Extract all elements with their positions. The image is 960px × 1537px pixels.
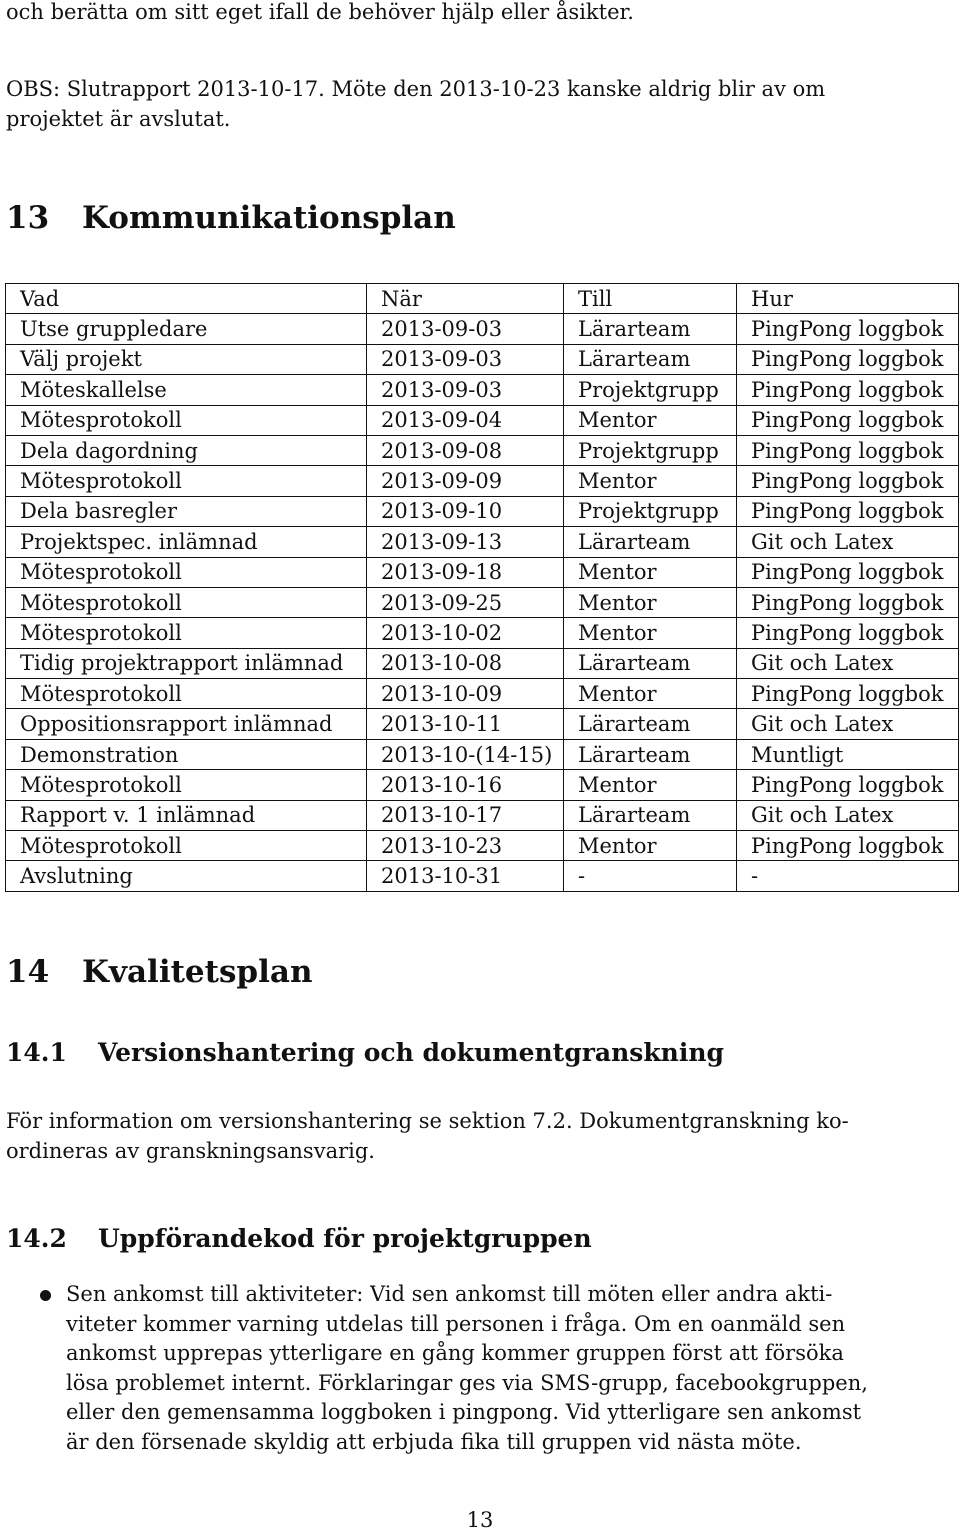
cell-hur: Git och Latex — [737, 709, 959, 739]
table-header-row — [6, 284, 959, 314]
table-row — [6, 709, 959, 739]
bullet-text-line: är den försenade skyldig att erbjuda fika till gruppen vid nästa möte. — [66, 1429, 802, 1454]
cell-till: Projektgrupp — [564, 375, 737, 405]
table-row — [6, 496, 959, 526]
code-of-conduct-bullet — [66, 1280, 896, 1458]
table-row — [6, 314, 959, 344]
section-14-2-number: 14.2 — [6, 1224, 67, 1253]
cell-vad: Dela dagordning — [6, 435, 367, 465]
table-row — [6, 435, 959, 465]
cell-hur: PingPong loggbok — [737, 618, 959, 648]
bullet-text-line: eller den gemensamma loggboken i pingpong. Vid ytterligare sen ankomst — [66, 1400, 862, 1425]
cell-vad: Mötesprotokoll — [6, 770, 367, 800]
cell-nar: 2013-10-02 — [367, 618, 564, 648]
cell-hur: Muntligt — [737, 739, 959, 769]
cell-vad: Mötesprotokoll — [6, 405, 367, 435]
table-row — [6, 527, 959, 557]
section-14-heading — [6, 952, 313, 992]
header-cell-nar: När — [367, 284, 564, 314]
table-row — [6, 466, 959, 496]
cell-till: - — [564, 861, 737, 891]
cell-vad: Tidig projektrapport inlämnad — [6, 648, 367, 678]
table-row — [6, 405, 959, 435]
cell-hur: PingPong loggbok — [737, 466, 959, 496]
bullet-text-line: Sen ankomst till aktiviteter: Vid sen ankomst till möten eller andra akti- — [66, 1282, 833, 1306]
cell-nar: 2013-10-31 — [367, 861, 564, 891]
bullet-text-line: ankomst upprepas ytterligare en gång kommer gruppen först att försöka — [66, 1341, 844, 1366]
cell-till: Lärarteam — [564, 709, 737, 739]
table-row — [6, 344, 959, 374]
section-13-number: 13 — [6, 200, 50, 236]
cell-vad: Avslutning — [6, 861, 367, 891]
cell-till: Mentor — [564, 618, 737, 648]
section-14-1-heading — [6, 1036, 724, 1070]
cell-till: Mentor — [564, 405, 737, 435]
cell-till: Lärarteam — [564, 314, 737, 344]
cell-vad: Demonstration — [6, 739, 367, 769]
cell-hur: PingPong loggbok — [737, 679, 959, 709]
table-row — [6, 739, 959, 769]
cell-nar: 2013-10-17 — [367, 800, 564, 830]
cell-nar: 2013-10-16 — [367, 770, 564, 800]
cell-nar: 2013-09-13 — [367, 527, 564, 557]
cell-nar: 2013-09-09 — [367, 466, 564, 496]
section-14-1-text-line-1: För information om versionshantering se sektion 7.2. Dokumentgranskning ko- — [6, 1109, 849, 1133]
cell-vad: Dela basregler — [6, 496, 367, 526]
cell-hur: PingPong loggbok — [737, 587, 959, 617]
table-row — [6, 618, 959, 648]
cell-vad: Välj projekt — [6, 344, 367, 374]
cell-nar: 2013-09-04 — [367, 405, 564, 435]
cell-till: Mentor — [564, 587, 737, 617]
table-row — [6, 557, 959, 587]
cell-hur: PingPong loggbok — [737, 557, 959, 587]
cell-vad: Utse gruppledare — [6, 314, 367, 344]
obs-paragraph-line-2: projektet är avslutat. — [6, 107, 231, 131]
table-row — [6, 861, 959, 891]
cell-vad: Mötesprotokoll — [6, 618, 367, 648]
header-cell-vad: Vad — [6, 284, 367, 314]
cell-hur: PingPong loggbok — [737, 344, 959, 374]
bullet-dot-icon — [40, 1290, 51, 1301]
cell-vad: Mötesprotokoll — [6, 587, 367, 617]
cell-till: Projektgrupp — [564, 496, 737, 526]
cell-hur: Git och Latex — [737, 648, 959, 678]
bullet-text-line: viteter kommer varning utdelas till personen i fråga. Om en oanmäld sen — [66, 1311, 846, 1336]
top-paragraph-line: och berätta om sitt eget ifall de behöver hjälp eller åsikter. — [6, 0, 634, 24]
cell-vad: Mötesprotokoll — [6, 466, 367, 496]
cell-vad: Oppositionsrapport inlämnad — [6, 709, 367, 739]
cell-hur: PingPong loggbok — [737, 831, 959, 861]
cell-hur: Git och Latex — [737, 800, 959, 830]
cell-vad: Mötesprotokoll — [6, 557, 367, 587]
cell-nar: 2013-10-09 — [367, 679, 564, 709]
obs-paragraph-line-1: OBS: Slutrapport 2013-10-17. Möte den 2013-10-23 kanske aldrig blir av om — [6, 77, 826, 101]
cell-vad: Rapport v. 1 inlämnad — [6, 800, 367, 830]
cell-nar: 2013-10-11 — [367, 709, 564, 739]
cell-nar: 2013-09-10 — [367, 496, 564, 526]
bullet-text-line: lösa problemet internt. Förklaringar ges via SMS-grupp, facebookgruppen, — [66, 1370, 868, 1395]
cell-hur: PingPong loggbok — [737, 435, 959, 465]
cell-nar: 2013-09-03 — [367, 344, 564, 374]
cell-hur: PingPong loggbok — [737, 405, 959, 435]
cell-till: Projektgrupp — [564, 435, 737, 465]
cell-nar: 2013-10-08 — [367, 648, 564, 678]
cell-hur: PingPong loggbok — [737, 770, 959, 800]
cell-nar: 2013-10-23 — [367, 831, 564, 861]
cell-vad: Möteskallelse — [6, 375, 367, 405]
cell-till: Lärarteam — [564, 527, 737, 557]
table-row — [6, 831, 959, 861]
section-14-1-text-line-2: ordineras av granskningsansvarig. — [6, 1139, 375, 1163]
cell-hur: - — [737, 861, 959, 891]
cell-vad: Mötesprotokoll — [6, 679, 367, 709]
cell-nar: 2013-09-18 — [367, 557, 564, 587]
cell-hur: PingPong loggbok — [737, 375, 959, 405]
cell-vad: Mötesprotokoll — [6, 831, 367, 861]
cell-nar: 2013-09-03 — [367, 314, 564, 344]
cell-till: Lärarteam — [564, 739, 737, 769]
cell-till: Mentor — [564, 679, 737, 709]
section-13-heading — [6, 198, 456, 238]
header-cell-hur: Hur — [737, 284, 959, 314]
communication-plan-table — [5, 283, 959, 892]
section-14-1-title: Versionshantering och dokumentgranskning — [98, 1038, 724, 1067]
header-cell-till: Till — [564, 284, 737, 314]
table-row — [6, 800, 959, 830]
table-row — [6, 770, 959, 800]
table-row — [6, 587, 959, 617]
cell-till: Mentor — [564, 557, 737, 587]
section-14-title: Kvalitetsplan — [82, 954, 313, 990]
cell-till: Mentor — [564, 466, 737, 496]
table-row — [6, 648, 959, 678]
cell-nar: 2013-09-03 — [367, 375, 564, 405]
cell-hur: PingPong loggbok — [737, 496, 959, 526]
cell-till: Mentor — [564, 770, 737, 800]
cell-till: Lärarteam — [564, 648, 737, 678]
cell-vad: Projektspec. inlämnad — [6, 527, 367, 557]
section-14-2-heading — [6, 1222, 592, 1256]
cell-till: Lärarteam — [564, 344, 737, 374]
cell-till: Mentor — [564, 831, 737, 861]
cell-nar: 2013-09-08 — [367, 435, 564, 465]
section-13-title: Kommunikationsplan — [82, 200, 456, 236]
cell-nar: 2013-10-(14-15) — [367, 739, 564, 769]
section-14-number: 14 — [6, 954, 50, 990]
cell-hur: Git och Latex — [737, 527, 959, 557]
cell-nar: 2013-09-25 — [367, 587, 564, 617]
cell-till: Lärarteam — [564, 800, 737, 830]
table-row — [6, 679, 959, 709]
section-14-2-title: Uppförandekod för projektgruppen — [98, 1224, 592, 1253]
cell-hur: PingPong loggbok — [737, 314, 959, 344]
section-14-1-number: 14.1 — [6, 1038, 67, 1067]
page-number: 13 — [466, 1508, 494, 1532]
table-row — [6, 375, 959, 405]
